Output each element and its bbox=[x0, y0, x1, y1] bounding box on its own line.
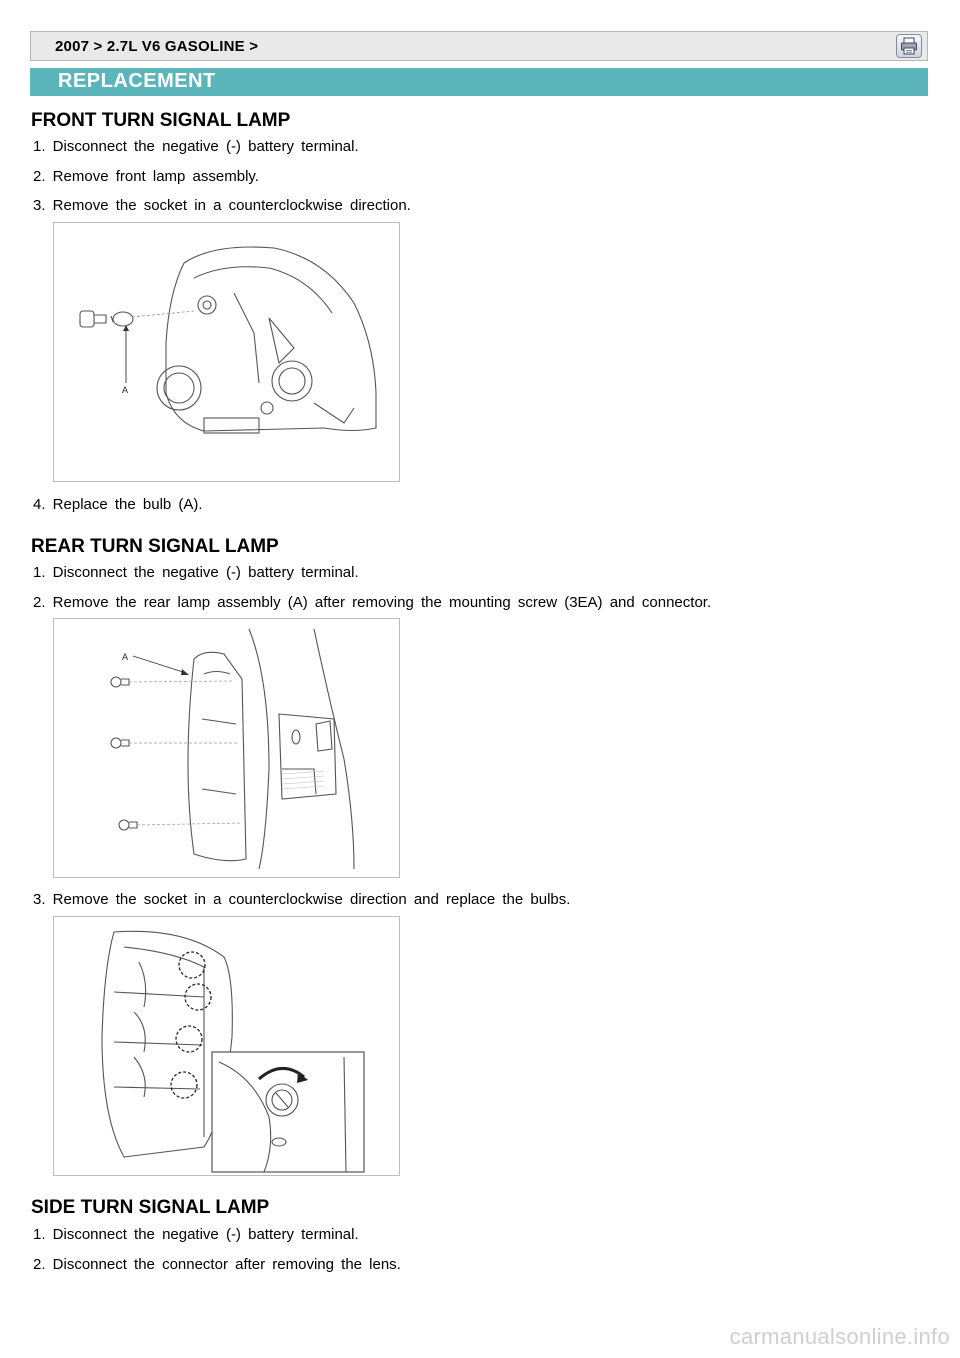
printer-icon bbox=[900, 37, 918, 55]
step-text: 3. Remove the socket in a counterclockwise direction. bbox=[33, 197, 411, 214]
step-text: 1. Disconnect the negative (-) battery terminal. bbox=[33, 1226, 359, 1243]
step-text: 3. Remove the socket in a counterclockwise direction and replace the bulbs. bbox=[33, 891, 571, 908]
step-text: 4. Replace the bulb (A). bbox=[33, 496, 203, 513]
rear-lamp-socket-illustration bbox=[54, 917, 400, 1176]
step-text: 1. Disconnect the negative (-) battery terminal. bbox=[33, 564, 359, 581]
breadcrumb bbox=[30, 31, 928, 61]
heading-front-turn-signal: FRONT TURN SIGNAL LAMP bbox=[31, 110, 291, 131]
step-text: 2. Disconnect the connector after removing the lens. bbox=[33, 1256, 401, 1273]
breadcrumb-text: 2007 > 2.7L V6 GASOLINE > bbox=[55, 38, 259, 55]
heading-rear-turn-signal: REAR TURN SIGNAL LAMP bbox=[31, 536, 279, 557]
heading-side-turn-signal: SIDE TURN SIGNAL LAMP bbox=[31, 1197, 270, 1218]
figure-front-lamp bbox=[53, 222, 400, 482]
section-header bbox=[30, 68, 928, 96]
rear-lamp-illustration bbox=[54, 619, 400, 878]
callout-a: A bbox=[122, 652, 129, 662]
callout-a: A bbox=[122, 385, 129, 395]
step-text: 1. Disconnect the negative (-) battery terminal. bbox=[33, 138, 359, 155]
watermark: carmanualsonline.info bbox=[729, 1324, 950, 1349]
front-lamp-illustration bbox=[54, 223, 400, 482]
figure-rear-lamp bbox=[53, 618, 400, 878]
step-text: 2. Remove front lamp assembly. bbox=[33, 168, 259, 185]
step-text: 2. Remove the rear lamp assembly (A) after removing the mounting screw (3EA) and connector. bbox=[33, 594, 712, 611]
print-button[interactable] bbox=[896, 34, 922, 58]
section-title: REPLACEMENT bbox=[58, 70, 216, 92]
figure-rear-lamp-socket bbox=[53, 916, 400, 1176]
